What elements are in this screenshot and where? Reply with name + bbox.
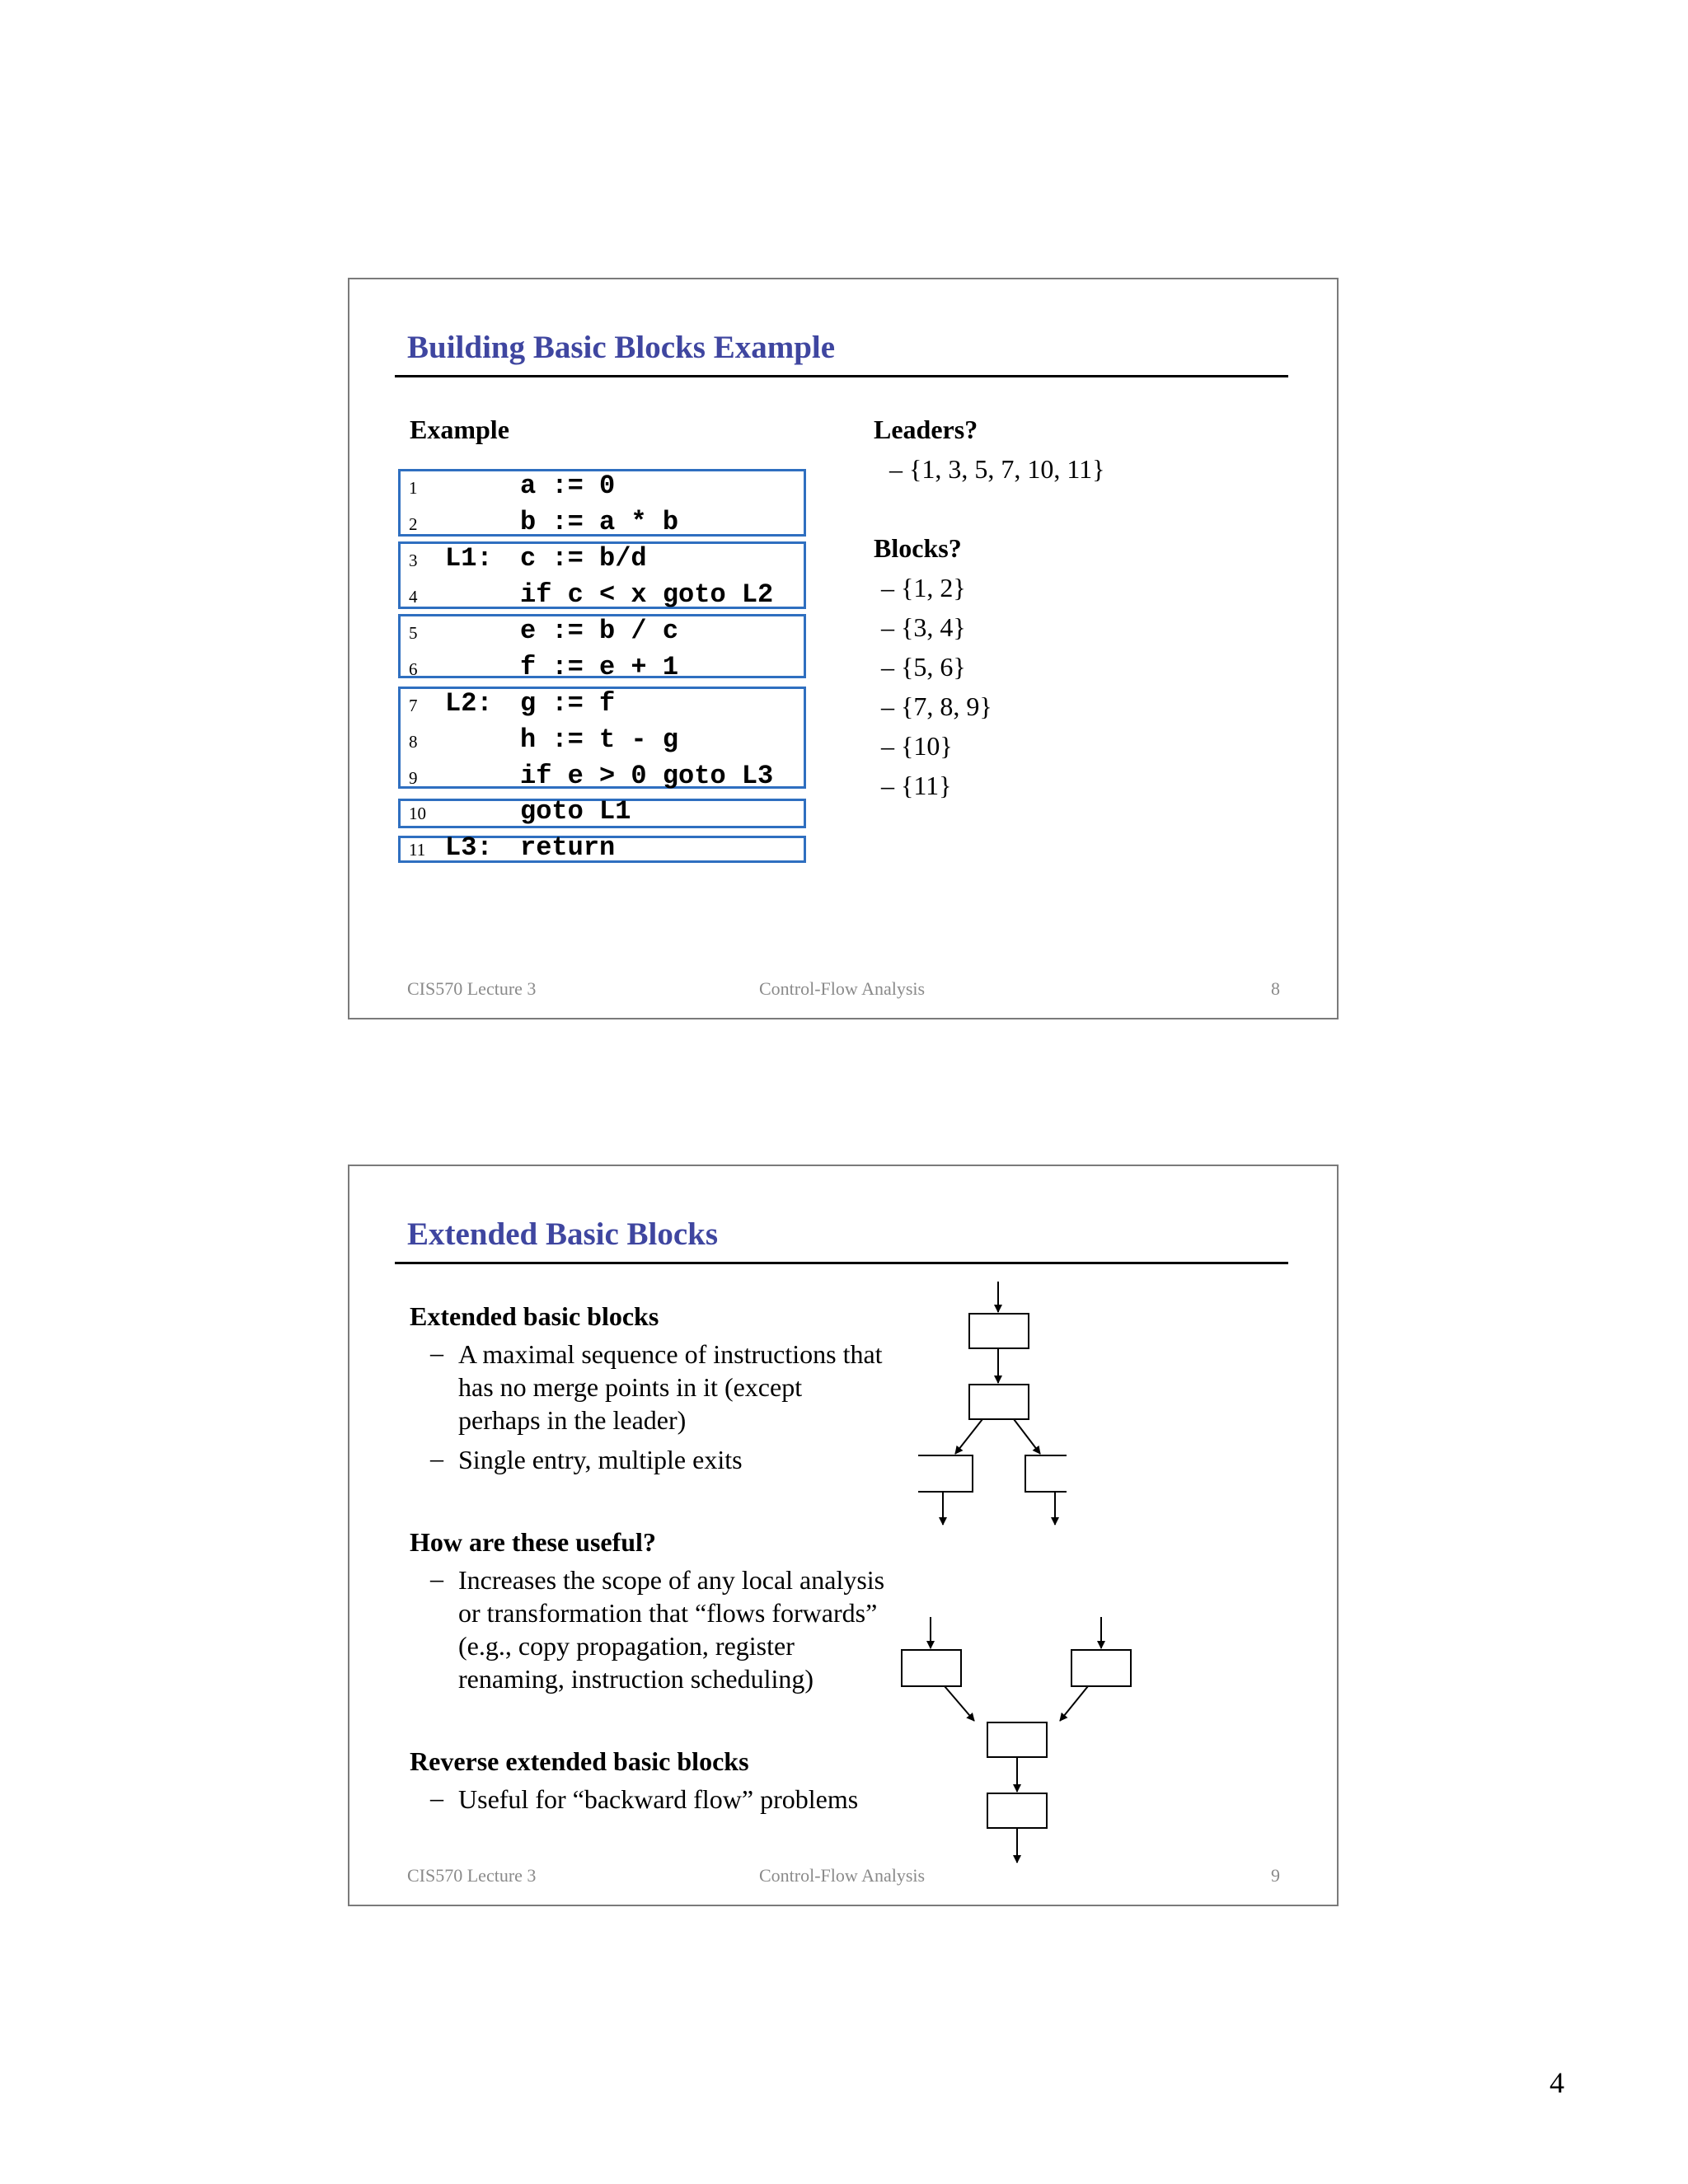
bullet-line: has no merge points in it (except <box>458 1372 803 1402</box>
line-number: 1 <box>409 478 418 498</box>
line-number: 6 <box>409 659 418 679</box>
code-statement: if e > 0 goto L3 <box>520 761 774 791</box>
code-statement: if c < x goto L2 <box>520 579 774 610</box>
code-statement: g := f <box>520 688 616 719</box>
code-label: L2: <box>445 688 493 719</box>
reverse-extended-block-diagram <box>893 1615 1141 1879</box>
bullet-line: Useful for “backward flow” problems <box>458 1784 859 1814</box>
blocks-heading: Blocks? <box>874 533 962 563</box>
code-label: L3: <box>445 832 493 863</box>
block-answer: – {10} <box>881 731 953 761</box>
footer-course: CIS570 Lecture 3 <box>407 978 537 999</box>
section-heading: Extended basic blocks <box>410 1301 659 1331</box>
bullet-line: A maximal sequence of instructions that <box>458 1339 883 1369</box>
line-number: 4 <box>409 587 418 607</box>
code-statement: e := b / c <box>520 616 679 646</box>
block-answer: – {3, 4} <box>881 612 966 642</box>
code-statement: c := b/d <box>520 543 647 574</box>
block-answer: – {5, 6} <box>881 652 966 682</box>
footer-slide-number: 9 <box>1271 1865 1280 1886</box>
bullet-dash: – <box>430 1338 443 1367</box>
section-heading: Reverse extended basic blocks <box>410 1746 749 1776</box>
bullet-line: perhaps in the leader) <box>458 1405 687 1435</box>
slide-title: Extended Basic Blocks <box>407 1216 719 1252</box>
page-number: 4 <box>1550 2066 1564 2099</box>
slide-building-basic-blocks <box>348 278 1339 1019</box>
bullet-line: renaming, instruction scheduling) <box>458 1664 814 1694</box>
line-number: 2 <box>409 514 418 534</box>
line-number: 3 <box>409 551 418 570</box>
block-answer: – {7, 8, 9} <box>881 691 992 721</box>
line-number: 7 <box>409 696 418 715</box>
footer-course: CIS570 Lecture 3 <box>407 1865 537 1886</box>
title-rule <box>395 1262 1288 1264</box>
line-number: 8 <box>409 732 418 752</box>
bullet-line: or transformation that “flows forwards” <box>458 1598 878 1628</box>
code-statement: goto L1 <box>520 796 631 827</box>
bullet-dash: – <box>430 1443 443 1473</box>
leaders-heading: Leaders? <box>874 415 978 444</box>
block-answer: – {1, 2} <box>881 573 966 602</box>
title-rule <box>395 375 1288 377</box>
footer-topic: Control-Flow Analysis <box>759 1865 926 1886</box>
bullet-line: (e.g., copy propagation, register <box>458 1631 795 1661</box>
bullet-dash: – <box>430 1783 443 1812</box>
slide-title: Building Basic Blocks Example <box>407 330 836 365</box>
footer-slide-number: 8 <box>1271 978 1280 999</box>
code-label: L1: <box>445 543 493 574</box>
code-statement: h := t - g <box>520 724 679 755</box>
code-statement: b := a * b <box>520 507 679 537</box>
extended-block-diagram <box>918 1277 1067 1541</box>
line-number: 9 <box>409 768 418 788</box>
bullet-line: Single entry, multiple exits <box>458 1445 743 1474</box>
example-heading: Example <box>410 415 509 444</box>
slide-extended-basic-blocks <box>348 1165 1339 1906</box>
line-number: 10 <box>409 804 426 823</box>
section-heading: How are these useful? <box>410 1527 656 1557</box>
leaders-answer: – {1, 3, 5, 7, 10, 11} <box>889 454 1105 484</box>
code-statement: a := 0 <box>520 471 616 501</box>
line-number: 5 <box>409 623 418 643</box>
block-answer: – {11} <box>881 771 952 800</box>
line-number: 11 <box>409 840 426 860</box>
code-statement: return <box>520 832 616 863</box>
bullet-line: Increases the scope of any local analysis <box>458 1565 885 1595</box>
code-statement: f := e + 1 <box>520 652 679 682</box>
bullet-dash: – <box>430 1563 443 1593</box>
footer-topic: Control-Flow Analysis <box>759 978 926 999</box>
